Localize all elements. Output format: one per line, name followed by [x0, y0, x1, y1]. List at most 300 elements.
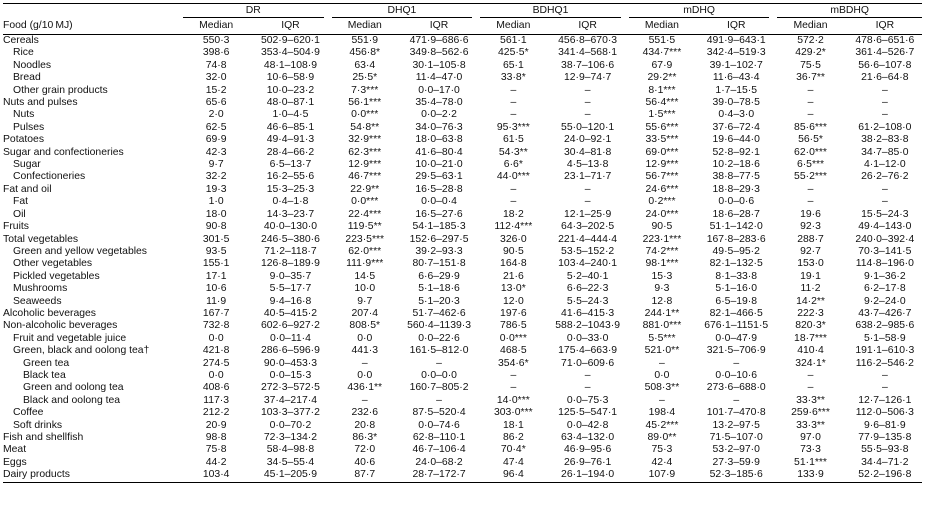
mdhq-iqr-cell: –: [733, 394, 740, 406]
table-row: [3, 308, 922, 320]
dhq1-median-cell: 456·8*: [349, 47, 381, 59]
bdhq1-median-cell: 468·5: [500, 345, 527, 357]
bdhq1-iqr-cell: 6·6–22·3: [566, 283, 609, 295]
mbdhq-median-cell: 51·1***: [794, 456, 827, 468]
bdhq1-iqr-cell: 0·0–33·0: [566, 332, 609, 344]
mdhq-iqr-cell: 18·8–29·3: [712, 183, 760, 195]
food-name-cell: Other grain products: [13, 84, 108, 96]
bdhq1-median-cell: 0·0***: [499, 332, 527, 344]
mbdhq-iqr-cell: 21·6–64·8: [861, 72, 909, 84]
bdhq1-iqr-cell: 125·5–547·1: [558, 407, 618, 419]
dr-median-cell: 10·6: [205, 283, 227, 295]
dhq1-iqr-cell: –: [436, 357, 442, 369]
mdhq-median-cell: 881·0***: [642, 320, 682, 332]
mdhq-median-cell: –: [659, 357, 665, 369]
mbdhq-median-cell: –: [807, 183, 814, 195]
dhq1-iqr-cell: 471·9–686·6: [409, 35, 469, 46]
dhq1-median-cell: 232·6: [351, 407, 379, 419]
mdhq-median-cell: 42·4: [651, 456, 673, 468]
dhq1-iqr-cell: 39·2–93·3: [415, 245, 463, 257]
bdhq1-median-cell: –: [510, 196, 517, 208]
table-row: [3, 60, 922, 72]
dhq1-iqr-cell: 11·4–47·0: [415, 72, 463, 84]
food-name-cell: Non-alcoholic beverages: [3, 320, 118, 332]
dr-iqr-cell: 40·5–415·2: [263, 307, 318, 319]
dhq1-iqr-cell: 5·1–20·3: [418, 295, 460, 307]
bdhq1-median-cell: –: [510, 84, 517, 96]
mdhq-median-cell: 74·2***: [645, 245, 679, 257]
dr-median-cell: 65·6: [205, 97, 227, 109]
dr-iqr-cell: 48·1–108·9: [263, 59, 318, 71]
food-name-cell: Fish and shellfish: [3, 432, 84, 443]
food-name-cell: Meat: [3, 444, 27, 456]
mbdhq-median-cell: 18·7***: [794, 332, 827, 344]
mbdhq-iqr-cell: 478·6–651·6: [855, 35, 915, 46]
bdhq1-median-cell: 47·4: [502, 456, 524, 468]
dhq1-iqr-cell: 0·0–22·6: [418, 332, 460, 344]
mdhq-iqr-cell: 39·1–102·7: [709, 59, 763, 71]
dr-iqr-cell: 6·5–13·7: [269, 159, 312, 171]
mdhq-iqr-cell: 27·3–59·9: [712, 456, 760, 468]
dhq1-median-cell: 32·9***: [348, 134, 382, 146]
table-row: [3, 35, 922, 48]
bdhq1-iqr-cell: 26·1–194·0: [550, 469, 624, 482]
bdhq1-iqr-cell: 26·9–76·1: [563, 456, 612, 468]
mbdhq-iqr-cell: 9·1–36·2: [864, 270, 906, 282]
dhq1-median-cell: 551·9: [351, 35, 379, 46]
food-name-cell: Eggs: [3, 456, 27, 468]
bdhq1-iqr-cell: 341·4–568·1: [558, 47, 618, 59]
mdhq-iqr-cell: 49·5–95·2: [712, 245, 760, 257]
mdhq-iqr-cell: 52·3–185·6: [699, 469, 773, 482]
dhq1-iqr-cell: 41·6–80·4: [415, 146, 463, 158]
mdhq-iqr-cell: 11·6–43·4: [712, 72, 760, 84]
dhq1-median-cell: 62·3***: [348, 146, 382, 158]
food-name-cell: Fat and oil: [3, 183, 52, 195]
dhq1-iqr-cell: 0·0–17·0: [418, 84, 460, 96]
food-name-cell: Confectioneries: [13, 171, 86, 183]
mbdhq-median-cell: –: [807, 97, 814, 109]
dr-iqr-cell: 48·0–87·1: [266, 97, 315, 109]
dhq1-iqr-cell: –: [436, 394, 442, 406]
food-name-cell: Soft drinks: [13, 419, 63, 431]
dr-median-cell: 212·2: [202, 407, 230, 419]
mdhq-iqr-cell: –: [733, 357, 740, 369]
header-corner: [3, 4, 179, 20]
mbdhq-median-cell: 33·3**: [796, 419, 825, 431]
dr-iqr-cell: 14·3–23·7: [266, 208, 315, 220]
food-name-cell: Fruits: [3, 221, 29, 233]
dhq1-iqr-cell: 6·6–29·9: [418, 270, 460, 282]
table-row: [3, 296, 922, 308]
dr-median-cell: 408·6: [202, 382, 230, 394]
dhq1-iqr-cell: 0·0–0·4: [421, 196, 457, 208]
table-row: [3, 258, 922, 270]
table-row: [3, 85, 922, 97]
dhq1-median-cell: 46·7***: [348, 171, 382, 183]
food-intake-table: [3, 3, 922, 483]
dhq1-median-cell: 111·9***: [346, 258, 384, 270]
dhq1-median-cell: 25·5*: [352, 72, 378, 84]
food-name-cell: Green tea: [23, 357, 70, 369]
mbdhq-median-cell: 222·3: [797, 307, 824, 319]
bdhq1-iqr-cell: 5·2–40·1: [566, 270, 609, 282]
table-row: [3, 345, 922, 357]
mbdhq-median-cell: 19·6: [800, 208, 821, 220]
bdhq1-median-cell: 95·3***: [496, 121, 530, 133]
mbdhq-median-cell: 85·6***: [794, 121, 827, 133]
table-row: [3, 184, 922, 196]
dr-iqr-cell: 0·0–15·3: [269, 369, 312, 381]
food-name-cell: Sugar: [13, 159, 41, 171]
mdhq-iqr-cell: 273·6–688·0: [706, 382, 766, 394]
dr-median-cell: 155·1: [202, 258, 230, 270]
dhq1-iqr-cell: 152·6–297·5: [409, 233, 469, 245]
mbdhq-iqr-cell: 240·0–392·4: [855, 233, 915, 245]
dr-iqr-cell: 0·4–1·8: [272, 196, 309, 208]
mdhq-median-cell: 244·1**: [644, 307, 680, 319]
mbdhq-iqr-cell: 15·5–24·3: [861, 208, 909, 220]
header-sub-row: [3, 19, 922, 35]
mbdhq-median-cell: 429·2*: [795, 47, 826, 59]
mbdhq-iqr-cell: 38·2–83·8: [861, 134, 909, 146]
bdhq1-iqr-cell: 38·7–106·6: [561, 59, 615, 71]
mdhq-iqr-cell: 19·6–44·0: [712, 134, 760, 146]
mbdhq-median-cell: –: [807, 84, 814, 96]
bdhq1-median-cell: 786·5: [500, 320, 527, 332]
dhq1-median-cell: 441·3: [351, 345, 379, 357]
food-name-cell: Coffee: [13, 407, 44, 419]
iqr-header: IQR: [848, 19, 922, 35]
dhq1-iqr-cell: 46·7–106·4: [412, 444, 466, 456]
dhq1-iqr-cell: 80·7–151·8: [412, 258, 466, 270]
mdhq-median-cell: 24·6***: [645, 183, 679, 195]
mbdhq-median-cell: 11·2: [800, 283, 821, 295]
dr-iqr-cell: 5·5–17·7: [269, 283, 312, 295]
group-header-mbdhq: mBDHQ: [777, 5, 922, 18]
dr-median-cell: 0·0: [208, 369, 224, 381]
bdhq1-median-cell: 90·5: [502, 245, 524, 257]
mbdhq-iqr-cell: 112·0–506·3: [855, 407, 914, 419]
dhq1-iqr-cell: 29·5–63·1: [415, 171, 463, 183]
mbdhq-iqr-cell: 34·7–85·0: [861, 146, 909, 158]
mbdhq-median-cell: 33·3**: [796, 394, 825, 406]
table-row: [3, 209, 922, 221]
bdhq1-median-cell: –: [510, 382, 517, 394]
dr-median-cell: 75·8: [205, 444, 227, 456]
dhq1-median-cell: 207·4: [351, 307, 379, 319]
dhq1-iqr-cell: 0·0–0·0: [421, 369, 457, 381]
mdhq-median-cell: 55·6***: [645, 121, 679, 133]
mdhq-median-cell: 107·9: [625, 469, 699, 482]
bdhq1-median-cell: 425·5*: [498, 47, 529, 59]
dr-median-cell: 550·3: [202, 35, 230, 46]
mdhq-median-cell: 75·3: [651, 444, 673, 456]
mbdhq-median-cell: 56·5*: [798, 134, 823, 146]
mdhq-median-cell: 223·1***: [642, 233, 682, 245]
mbdhq-median-cell: 820·3*: [795, 320, 826, 332]
food-name-cell: Oil: [13, 208, 26, 220]
bdhq1-iqr-cell: 24·0–92·1: [563, 134, 612, 146]
mdhq-median-cell: 0·0: [654, 369, 670, 381]
mbdhq-iqr-cell: –: [881, 369, 888, 381]
bdhq1-median-cell: –: [510, 183, 517, 195]
table-row: [3, 407, 922, 419]
dr-median-cell: 90·8: [205, 221, 227, 233]
dhq1-median-cell: 22·9**: [350, 183, 380, 195]
mbdhq-iqr-cell: 70·3–141·5: [858, 245, 912, 257]
mdhq-iqr-cell: 82·1–466·5: [709, 307, 763, 319]
bdhq1-median-cell: –: [510, 97, 517, 109]
dhq1-iqr-cell: 34·0–76·3: [415, 121, 463, 133]
dr-median-cell: 20·9: [205, 419, 227, 431]
bdhq1-iqr-cell: 12·1–25·9: [563, 208, 612, 220]
dr-iqr-cell: 602·6–927·2: [260, 320, 320, 332]
dr-median-cell: 117·3: [203, 394, 230, 406]
bdhq1-median-cell: 303·0***: [493, 407, 533, 419]
dr-median-cell: 9·7: [208, 159, 224, 171]
mdhq-median-cell: 434·7***: [642, 47, 682, 59]
dhq1-iqr-cell: 0·0–74·6: [418, 419, 460, 431]
dhq1-median-cell: 22·4***: [348, 208, 382, 220]
bdhq1-iqr-cell: 456·8–670·3: [558, 35, 618, 46]
dr-iqr-cell: 103·3–377·2: [260, 407, 320, 419]
mdhq-median-cell: 12·8: [651, 295, 673, 307]
mdhq-iqr-cell: 8·1–33·8: [715, 270, 758, 282]
dr-median-cell: 11·9: [206, 295, 227, 307]
table-row: [3, 320, 922, 332]
bdhq1-iqr-cell: 55·0–120·1: [561, 121, 615, 133]
table-row: [3, 134, 922, 146]
mbdhq-iqr-cell: 49·4–143·0: [858, 221, 912, 233]
dhq1-iqr-cell: 62·8–110·1: [412, 432, 466, 443]
bdhq1-median-cell: 18·1: [502, 419, 524, 431]
mbdhq-median-cell: –: [807, 382, 814, 394]
mbdhq-iqr-cell: –: [881, 382, 888, 394]
dhq1-iqr-cell: 28·7–172·7: [402, 469, 476, 482]
dr-median-cell: 732·8: [202, 320, 230, 332]
food-name-cell: Nuts: [13, 109, 35, 121]
bdhq1-median-cell: –: [510, 369, 517, 381]
bdhq1-median-cell: –: [510, 109, 517, 121]
group-header-bdhq1: BDHQ1: [480, 5, 621, 18]
bdhq1-median-cell: 65·1: [502, 59, 524, 71]
table-row: [3, 382, 922, 394]
dr-iqr-cell: 71·2–118·7: [264, 245, 317, 257]
mbdhq-median-cell: 36·7**: [796, 72, 825, 84]
iqr-header: IQR: [402, 19, 476, 35]
food-column-header: Food (g/10 MJ): [3, 19, 179, 35]
dr-iqr-cell: 58·4–98·8: [266, 444, 315, 456]
dhq1-median-cell: 63·4: [354, 59, 376, 71]
dhq1-median-cell: 808·5*: [349, 320, 381, 332]
bdhq1-iqr-cell: –: [584, 382, 591, 394]
bdhq1-median-cell: 13·0*: [500, 283, 526, 295]
iqr-header: IQR: [699, 19, 773, 35]
mbdhq-median-cell: 572·2: [797, 35, 824, 46]
bdhq1-median-cell: 70·4*: [500, 444, 526, 456]
mdhq-iqr-cell: 38·8–77·5: [712, 171, 760, 183]
bdhq1-iqr-cell: 4·5–13·8: [566, 159, 609, 171]
table-row: [3, 420, 922, 432]
dhq1-median-cell: 40·6: [354, 456, 376, 468]
dr-median-cell: 274·5: [202, 357, 230, 369]
mbdhq-median-cell: –: [807, 369, 814, 381]
dr-median-cell: 301·5: [202, 233, 230, 245]
mdhq-iqr-cell: 18·6–28·7: [712, 208, 760, 220]
food-name-cell: Bread: [13, 72, 41, 84]
dr-iqr-cell: 353·4–504·9: [260, 47, 320, 59]
table-row: [3, 122, 922, 134]
bdhq1-iqr-cell: 12·9–74·7: [563, 72, 612, 84]
mbdhq-iqr-cell: 5·1–58·9: [864, 332, 906, 344]
group-header-mdhq: mDHQ: [629, 5, 770, 18]
bdhq1-median-cell: 96·4: [476, 469, 550, 482]
bdhq1-median-cell: 354·6*: [498, 357, 529, 369]
food-name-cell: Dairy products: [3, 469, 179, 482]
table-row: [3, 432, 922, 444]
dhq1-median-cell: 87·7: [328, 469, 402, 482]
mdhq-median-cell: –: [659, 394, 665, 406]
table-row: [3, 159, 922, 171]
mdhq-iqr-cell: 13·2–97·5: [712, 419, 760, 431]
mbdhq-median-cell: 133·9: [773, 469, 847, 482]
median-header: Median: [328, 19, 402, 35]
dr-median-cell: 93·5: [205, 245, 227, 257]
food-name-cell: Green, black and oolong tea†: [13, 345, 150, 357]
mbdhq-iqr-cell: 34·4–71·2: [861, 456, 909, 468]
mdhq-iqr-cell: 0·4–3·0: [718, 109, 755, 121]
mdhq-median-cell: 521·0**: [644, 345, 680, 357]
dhq1-median-cell: 7·3***: [351, 84, 379, 96]
dr-iqr-cell: 16·2–55·6: [266, 171, 315, 183]
dhq1-iqr-cell: 16·5–28·8: [415, 183, 463, 195]
dr-median-cell: 103·4: [179, 469, 253, 482]
dr-median-cell: 42·3: [205, 146, 227, 158]
mbdhq-iqr-cell: 9·2–24·0: [864, 295, 906, 307]
bdhq1-iqr-cell: 30·4–81·8: [563, 146, 612, 158]
table-row: [3, 333, 922, 345]
mbdhq-median-cell: 288·7: [797, 233, 824, 245]
mbdhq-median-cell: 14·2**: [796, 295, 825, 307]
mdhq-iqr-cell: 342·4–519·3: [706, 47, 766, 59]
dhq1-iqr-cell: 30·1–105·8: [412, 59, 466, 71]
table-row: [3, 221, 922, 233]
mdhq-iqr-cell: 10·2–18·6: [712, 159, 760, 171]
dr-median-cell: 62·5: [205, 121, 227, 133]
mbdhq-iqr-cell: –: [881, 109, 888, 121]
mbdhq-iqr-cell: –: [881, 183, 888, 195]
mbdhq-median-cell: 97·0: [800, 432, 821, 443]
bdhq1-median-cell: 12·0: [502, 295, 524, 307]
mdhq-iqr-cell: 6·5–19·8: [715, 295, 758, 307]
bdhq1-iqr-cell: 46·9–95·6: [563, 444, 612, 456]
dhq1-iqr-cell: 35·4–78·0: [415, 97, 463, 109]
mdhq-iqr-cell: 491·9–643·1: [706, 35, 766, 46]
dhq1-median-cell: 62·0***: [348, 245, 382, 257]
dhq1-median-cell: 86·3*: [352, 432, 378, 443]
mdhq-median-cell: 67·9: [651, 59, 673, 71]
group-header-dr: DR: [183, 5, 324, 18]
mdhq-iqr-cell: 53·2–97·0: [712, 444, 760, 456]
food-name-cell: Black tea: [23, 369, 66, 381]
mbdhq-iqr-cell: 9·6–81·9: [864, 419, 906, 431]
mbdhq-median-cell: 410·4: [797, 345, 824, 357]
dr-iqr-cell: 502·9–620·1: [260, 35, 320, 46]
table-row: [3, 370, 922, 382]
dr-iqr-cell: 0·0–70·2: [269, 419, 312, 431]
dhq1-median-cell: –: [361, 357, 368, 369]
dr-iqr-cell: 0·0–11·4: [270, 332, 311, 344]
dr-median-cell: 98·8: [205, 432, 227, 443]
mdhq-iqr-cell: 37·6–72·4: [712, 121, 760, 133]
dhq1-median-cell: 119·5**: [347, 221, 382, 233]
bdhq1-iqr-cell: 23·1–71·7: [563, 171, 612, 183]
food-name-cell: Sugar and confectioneries: [3, 146, 124, 158]
bdhq1-iqr-cell: 53·5–152·2: [561, 245, 615, 257]
mbdhq-median-cell: 73·3: [800, 444, 821, 456]
mdhq-median-cell: 0·2***: [648, 196, 676, 208]
mdhq-median-cell: 56·4***: [645, 97, 679, 109]
food-name-cell: Potatoes: [3, 134, 45, 146]
bdhq1-median-cell: 112·4***: [494, 221, 533, 233]
mdhq-median-cell: 551·5: [648, 35, 676, 46]
food-name-cell: Nuts and pulses: [3, 97, 78, 109]
mdhq-median-cell: 29·2**: [647, 72, 677, 84]
mbdhq-median-cell: 324·1*: [795, 357, 826, 369]
group-header-dhq1: DHQ1: [332, 5, 473, 18]
food-name-cell: Mushrooms: [13, 283, 68, 295]
dr-iqr-cell: 46·6–85·1: [266, 121, 315, 133]
table-row: [3, 271, 922, 283]
bdhq1-median-cell: 164·8: [500, 258, 527, 270]
mdhq-median-cell: 24·0***: [645, 208, 679, 220]
table-row: [3, 283, 922, 295]
dr-iqr-cell: 15·3–25·3: [266, 183, 315, 195]
mbdhq-median-cell: –: [807, 109, 814, 121]
mbdhq-median-cell: 6·5***: [796, 159, 825, 171]
dr-iqr-cell: 10·6–58·9: [266, 72, 315, 84]
median-header: Median: [773, 19, 847, 35]
mdhq-iqr-cell: 321·5–706·9: [706, 345, 766, 357]
dr-iqr-cell: 49·4–91·3: [266, 134, 315, 146]
mdhq-iqr-cell: 0·0–47·9: [715, 332, 758, 344]
dhq1-median-cell: 9·7: [357, 295, 373, 307]
dr-iqr-cell: 9·4–16·8: [269, 295, 312, 307]
dhq1-median-cell: 72·0: [354, 444, 376, 456]
dr-median-cell: 18·0: [205, 208, 227, 220]
mdhq-iqr-cell: 5·1–16·0: [715, 283, 758, 295]
dhq1-iqr-cell: 5·1–18·6: [418, 283, 460, 295]
dhq1-iqr-cell: 161·5–812·0: [409, 345, 469, 357]
food-name-cell: Green and yellow vegetables: [13, 245, 148, 257]
dr-iqr-cell: 34·5–55·4: [266, 456, 315, 468]
dhq1-median-cell: 12·9***: [348, 159, 382, 171]
dr-median-cell: 74·8: [205, 59, 227, 71]
bdhq1-iqr-cell: 0·0–42·8: [566, 419, 609, 431]
mdhq-median-cell: 45·2***: [645, 419, 679, 431]
mdhq-median-cell: 89·0**: [647, 432, 677, 443]
mdhq-median-cell: 5·5***: [648, 332, 676, 344]
mbdhq-iqr-cell: 638·2–985·6: [855, 320, 915, 332]
table-row: [3, 358, 922, 370]
dhq1-median-cell: 56·1***: [348, 97, 382, 109]
dhq1-median-cell: 0·0***: [351, 196, 379, 208]
dr-median-cell: 32·2: [205, 171, 227, 183]
header-group-row: [3, 4, 922, 20]
dr-median-cell: 44·2: [205, 456, 227, 468]
dhq1-iqr-cell: 160·7–805·2: [409, 382, 469, 394]
